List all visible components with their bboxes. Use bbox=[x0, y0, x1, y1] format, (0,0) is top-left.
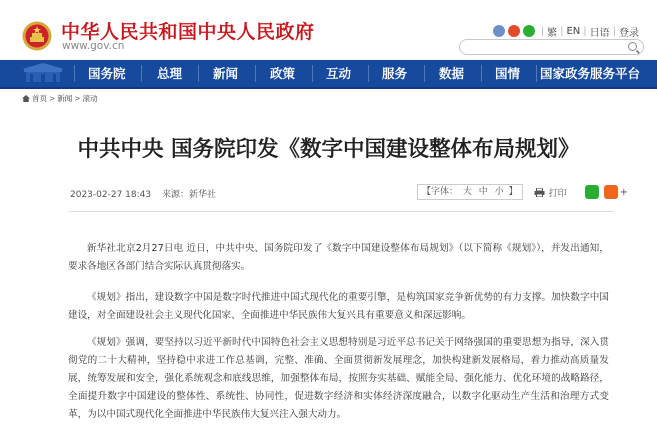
divider: | bbox=[560, 25, 564, 37]
english-link[interactable]: EN bbox=[566, 25, 581, 37]
nav-item-interaction[interactable]: 互动 bbox=[326, 66, 352, 81]
breadcrumb-news[interactable]: 新闻 bbox=[57, 94, 73, 103]
share-wechat-icon[interactable] bbox=[585, 185, 599, 199]
font-close: 】 bbox=[508, 187, 518, 197]
nav-item-state-council[interactable]: 国务院 bbox=[88, 66, 126, 81]
divider: | bbox=[583, 25, 587, 37]
breadcrumb-separator: > bbox=[74, 94, 81, 103]
nav-item-services[interactable]: 服务 bbox=[382, 66, 408, 81]
nav-divider bbox=[368, 65, 369, 82]
weibo-icon[interactable] bbox=[508, 25, 520, 37]
breadcrumb bbox=[22, 93, 98, 104]
article-paragraph-1: 新华社北京2月27日电 近日，中共中央、国务院印发了《数字中国建设整体布局规划》（以下简称《规划》），并发出通知，要求各地区各部门结合实际认真贯彻落实。 bbox=[68, 243, 609, 272]
printer-icon[interactable] bbox=[534, 188, 545, 197]
nav-divider bbox=[198, 65, 199, 82]
font-label: 【字体： bbox=[422, 187, 459, 197]
font-size-large[interactable]: 大 bbox=[462, 187, 472, 197]
top-links bbox=[493, 23, 639, 39]
source-label: 来源： bbox=[161, 190, 189, 200]
source-name: 新华社 bbox=[189, 190, 217, 200]
search-input[interactable] bbox=[466, 40, 616, 54]
nav-item-gov-service-platform[interactable]: 国家政务服务平台 bbox=[540, 66, 641, 81]
site-url[interactable]: www.gov.cn bbox=[62, 40, 125, 52]
japanese-link[interactable]: 日语 bbox=[589, 27, 610, 39]
main-nav bbox=[0, 60, 657, 89]
article-paragraph-3: 《规划》强调，要坚持以习近平新时代中国特色社会主义思想特别是习近平总书记关于网络强国的重要思想为指导，深入贯彻党的二十大精神，坚持稳中求进工作总基调，完整、准确、全面贯彻新发展理念，加快构建新发展格局，着力推动高质量发展，统筹发展和安全，强化系统观念和底线思维，加强整体布局，按照夯实基础、赋能全局、强化能力、优化环境的战略路径，全面提升数字中国建设的整体性、系统性、协同性，促进数字经济和实体经济深度融合，以数字化驱动生产生活和治理方式变革，为以中国式现代化全面推进中华民族伟大复兴注入强大动力。 bbox=[68, 337, 609, 420]
nav-divider bbox=[424, 65, 425, 82]
publish-date: 2023-02-27 18:43 bbox=[70, 190, 152, 200]
breadcrumb-separator: > bbox=[49, 94, 56, 103]
traditional-chinese-link[interactable]: 繁 bbox=[547, 27, 558, 39]
breadcrumb-home[interactable]: 首页 bbox=[32, 94, 47, 103]
nav-divider bbox=[255, 65, 256, 82]
nav-item-news[interactable]: 新闻 bbox=[213, 66, 239, 81]
share-weibo-icon[interactable] bbox=[604, 185, 618, 199]
font-size-small[interactable]: 小 bbox=[494, 187, 504, 197]
nav-divider bbox=[141, 65, 142, 82]
nav-divider bbox=[481, 65, 482, 82]
nav-item-national-conditions[interactable]: 国情 bbox=[495, 66, 521, 81]
login-link[interactable]: 登录 bbox=[619, 27, 639, 39]
nav-divider bbox=[312, 65, 313, 82]
search-icon[interactable] bbox=[628, 42, 637, 51]
divider: | bbox=[540, 25, 545, 37]
home-gate-icon[interactable] bbox=[20, 62, 66, 85]
article-tools bbox=[417, 183, 628, 201]
wechat-icon[interactable] bbox=[523, 25, 535, 37]
home-icon bbox=[22, 95, 30, 102]
article-paragraph-2: 《规划》指出，建设数字中国是数字时代推进中国式现代化的重要引擎，是构筑国家竞争新优势的有力支撑。加快数字中国建设，对全面建设社会主义现代化国家、全面推进中华民族伟大复兴具有重要意义和深远影响。 bbox=[68, 292, 609, 321]
site-title[interactable]: 中华人民共和国中央人民政府 bbox=[61, 21, 315, 43]
nav-item-premier[interactable]: 总理 bbox=[157, 66, 183, 81]
title-divider bbox=[68, 211, 614, 212]
nav-divider bbox=[74, 65, 75, 82]
user-icon[interactable] bbox=[493, 25, 505, 37]
print-link[interactable]: 打印 bbox=[548, 188, 567, 199]
breadcrumb-rolling[interactable]: 滚动 bbox=[82, 94, 98, 103]
article-meta bbox=[70, 187, 224, 200]
nav-item-policy[interactable]: 政策 bbox=[270, 66, 296, 81]
national-emblem-icon[interactable] bbox=[22, 21, 52, 51]
nav-item-data[interactable]: 数据 bbox=[439, 66, 465, 81]
share-more-plus[interactable]: + bbox=[619, 186, 628, 198]
article-title: 中共中央 国务院印发《数字中国建设整体布局规划》 bbox=[77, 137, 580, 162]
font-size-medium[interactable]: 中 bbox=[478, 187, 488, 197]
site-header bbox=[0, 0, 657, 60]
search-box bbox=[459, 39, 644, 55]
nav-divider bbox=[536, 65, 537, 82]
font-size-switcher bbox=[417, 184, 523, 200]
divider: | bbox=[612, 25, 616, 37]
